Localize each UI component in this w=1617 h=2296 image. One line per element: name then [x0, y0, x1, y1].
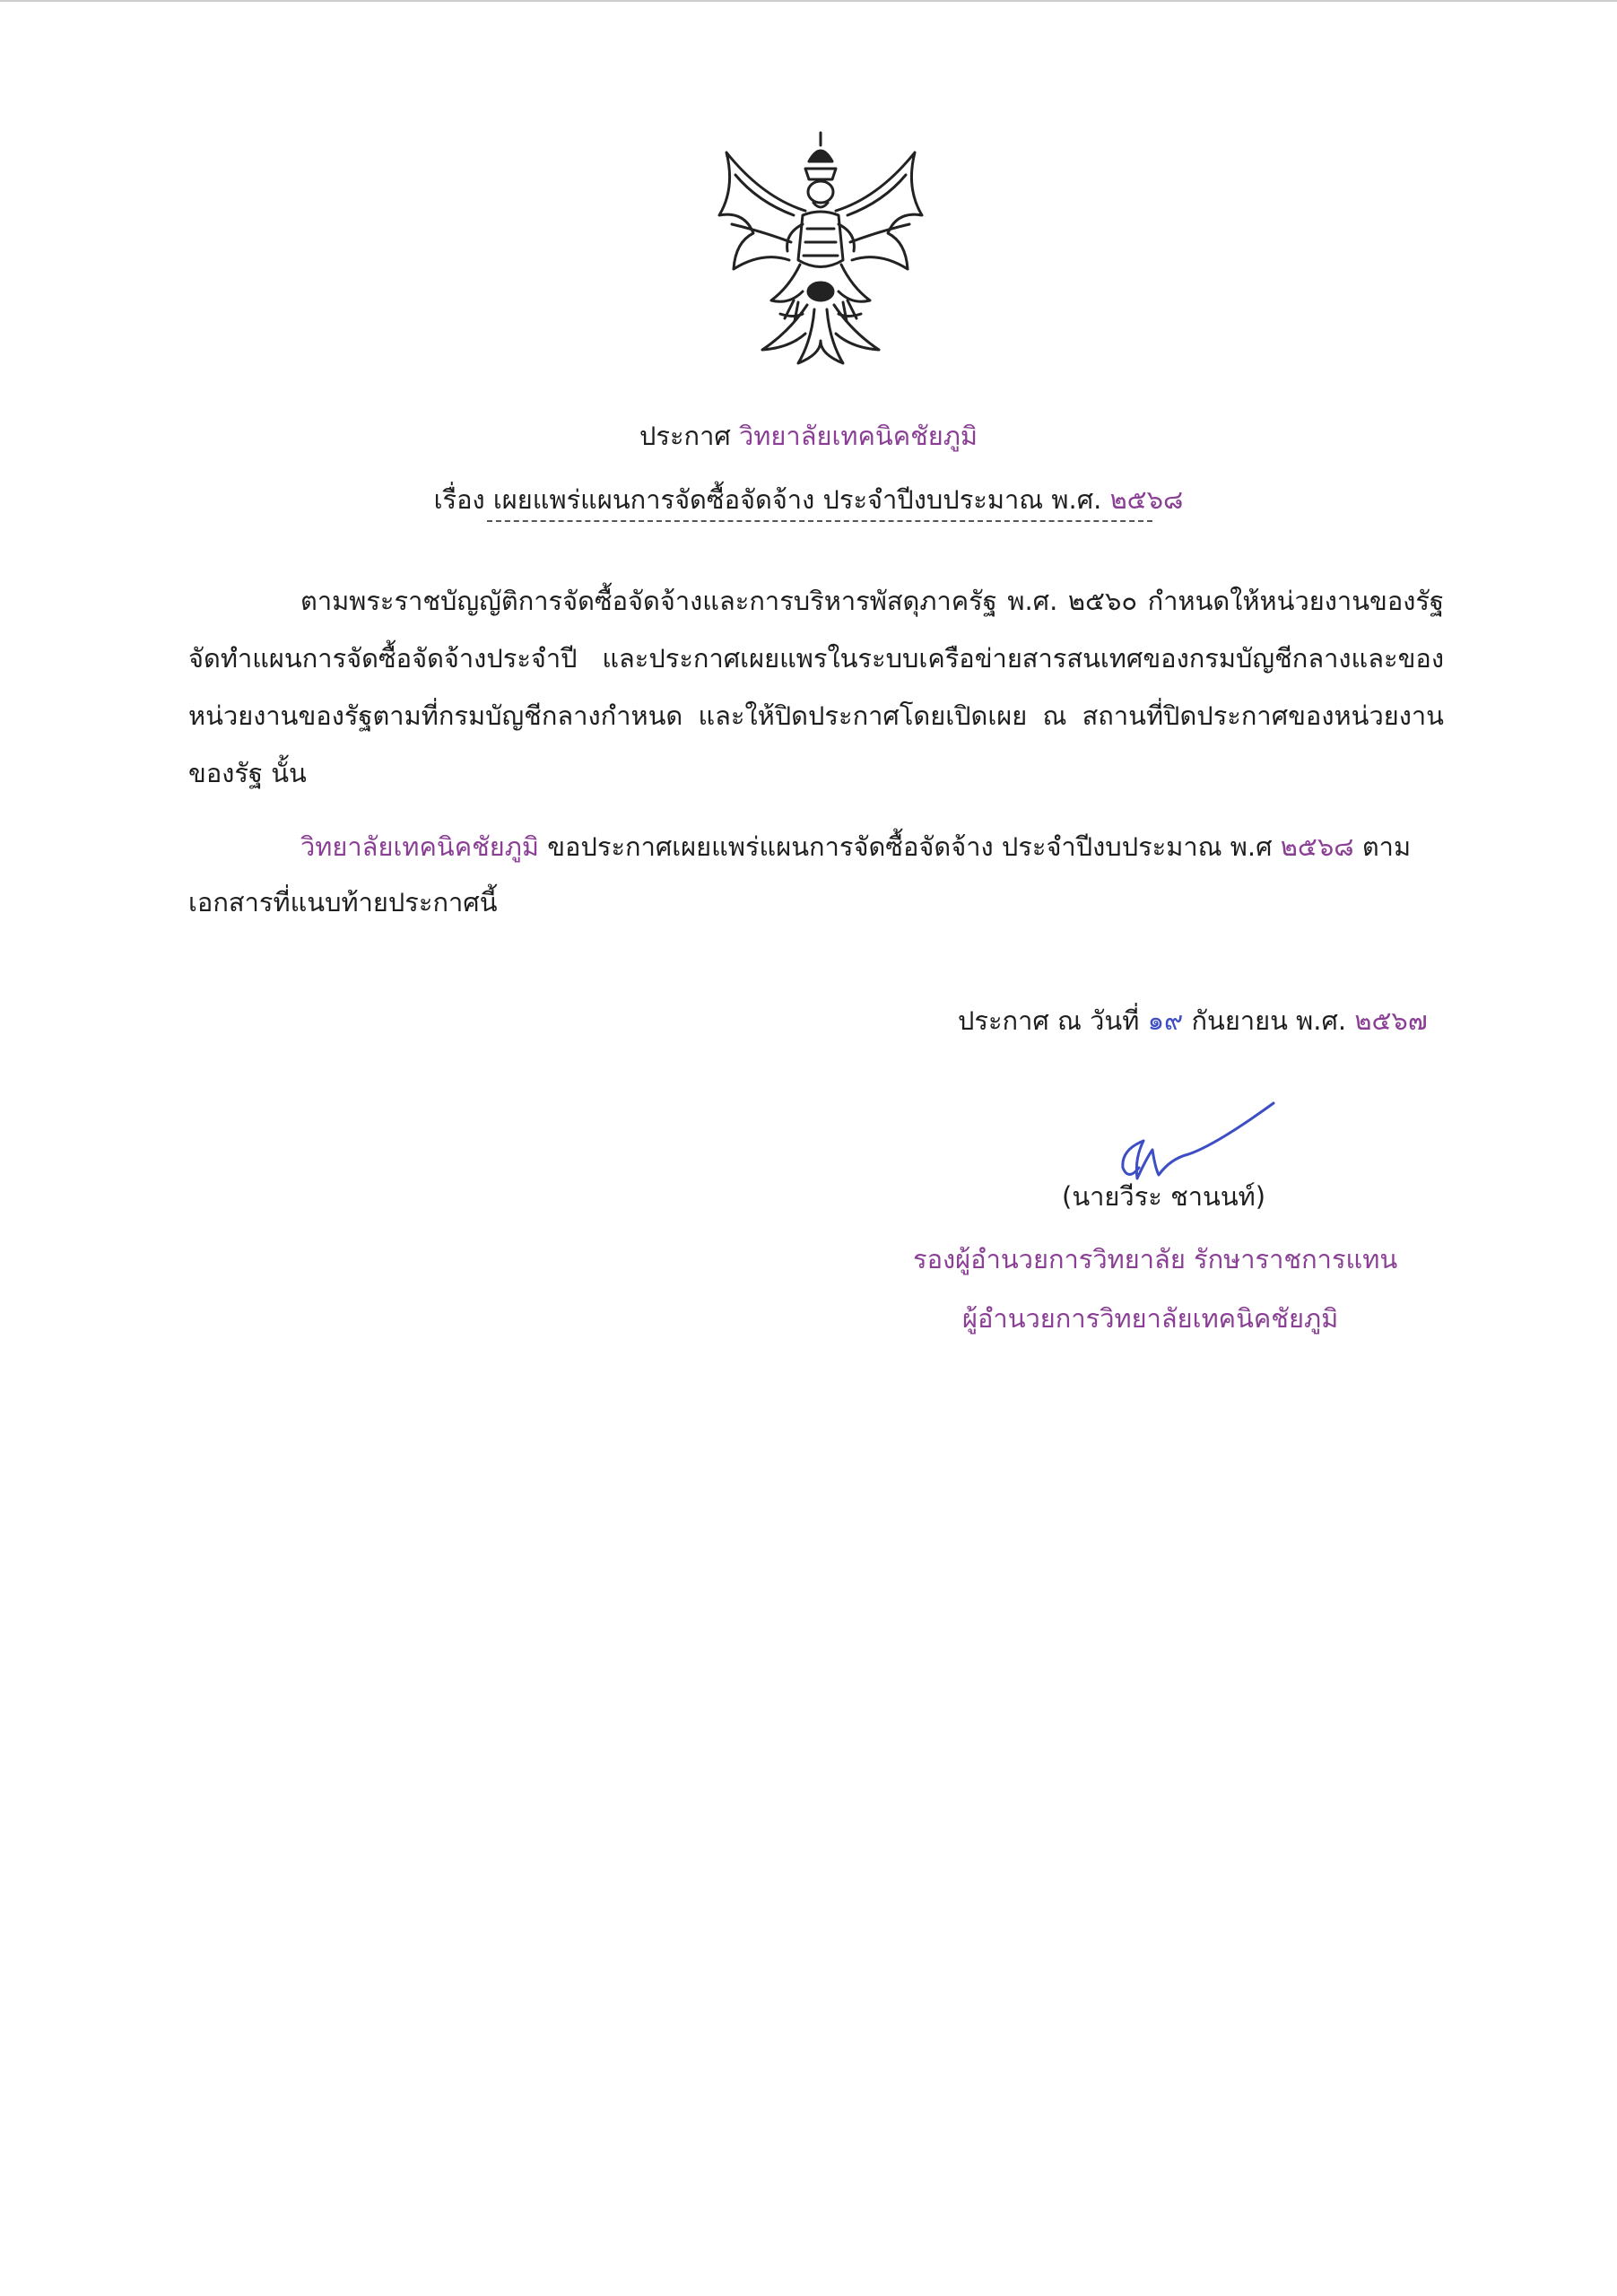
date-month: กันยายน พ.ศ.: [1183, 1005, 1355, 1036]
para2-text: ขอประกาศเผยแพร่แผนการจัดซื้อจัดจ้าง ประจำปีงบประมาณ พ.ศ: [539, 831, 1281, 862]
signer-position-2: ผู้อำนวยการวิทยาลัยเทคนิคชัยภูมิ: [962, 1303, 1339, 1334]
scan-edge: [0, 0, 1617, 2]
title-prefix: ประกาศ: [639, 421, 731, 451]
announcement-title: [0, 418, 1617, 454]
date-prefix: ประกาศ ณ วันที่: [958, 1005, 1148, 1036]
para2-org: วิทยาลัยเทคนิคชัยภูมิ: [300, 831, 539, 862]
dashed-divider: [487, 520, 1152, 522]
announcement-date: [958, 1003, 1428, 1039]
para1-line-3: หน่วยงานของรัฐตามที่กรมบัญชีกลางกำหนด และให้ปิดประกาศโดยเปิดเผย ณ สถานที่ปิดประกาศของหน่วยงาน: [188, 700, 1444, 731]
subject-text: เรื่อง เผยแพร่แผนการจัดซื้อจัดจ้าง ประจำปีงบประมาณ พ.ศ.: [433, 484, 1102, 515]
para1-line-4: ของรัฐ นั้น: [188, 758, 307, 788]
garuda-emblem-icon: [709, 126, 933, 377]
para2-line-1: [300, 829, 1556, 865]
para1-line-2: จัดทำแผนการจัดซื้อจัดจ้างประจำปี และประกาศเผยแพรในระบบเครือข่ายสารสนเทศของกรมบัญชีกลางและของ: [188, 643, 1444, 674]
para2-line-2: เอกสารที่แนบท้ายประกาศนี้: [188, 887, 498, 918]
date-day: ๑๙: [1147, 1005, 1184, 1036]
announcement-subject: [0, 482, 1617, 517]
signer-position-1: รองผู้อำนวยการวิทยาลัย รักษาราชการแทน: [913, 1244, 1398, 1274]
title-org: วิทยาลัยเทคนิคชัยภูมิ: [739, 421, 978, 451]
signer-name: (นายวีระ ชานนท์): [1062, 1181, 1266, 1212]
para2-end: ตาม: [1353, 831, 1412, 862]
para1-line-1: ตามพระราชบัญญัติการจัดซื้อจัดจ้างและการบริหารพัสดุภาครัฐ พ.ศ. ๒๕๖๐ กำหนดให้หน่วยงานของรัฐ: [300, 586, 1444, 616]
para2-year: ๒๕๖๘: [1280, 831, 1354, 862]
subject-year: ๒๕๖๘: [1109, 484, 1184, 515]
date-year: ๒๕๖๗: [1354, 1005, 1428, 1036]
